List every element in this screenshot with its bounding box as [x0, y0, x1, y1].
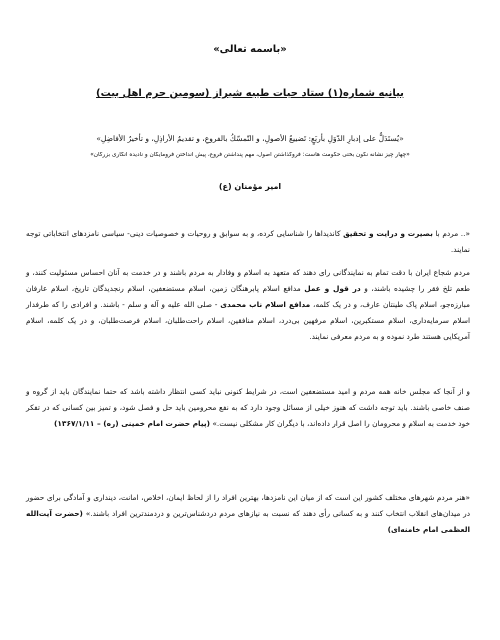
bold-phrase: در قول و عمل [304, 284, 361, 293]
persian-translation: «چهار چیز نشانه نگون بختی حکومت هاست: فروگذاشتن اصول، مهم پنداشتن فروع، پیش انداختن فرومایگان و نادیده انگاری بزرگان» [90, 152, 410, 158]
paragraph-text: و از آنجا که مجلس خانه همه مردم و امید مستضعفین است، در شرایط کنونی نباید کسی انتظار داشته باشد که حتما نمایندگان باید از گروه و صنف خاصی باشند. باید توجه داشت که هنوز خیلی از مسائل وجود دارد که به نفع محرومین باید حل و فصل شود، و تمیز بین کسانی که در تفکر خود خدمت به اسلام و محرومان را اصل قرار داده‌اند، با دیگران کار مشکلی نیست.» [26, 387, 470, 428]
bold-phrase: بصیرت و درایت و تحقیق [343, 229, 433, 238]
bold-phrase: مدافع اسلام ناب محمدی [220, 300, 311, 309]
paragraph-text: «هنر مردم شهرهای مختلف کشور این است که از میان این نامزدها، بهترین افراد را از لحاظ ایمان، اخلاص، امانت، دینداری و آمادگی برای حضور در میدان‌های انقلاب انتخاب کنند و به کسانی رأی دهند که نسبت به نیازهای مردم دردشناس‌ترین و دردمندترین افراد باشند.» [26, 493, 470, 518]
paragraph-text: مردم شجاع ایران با دقت تمام به نمایندگانی رای دهند که متعهد به اسلام و وفادار به مردم باشند و در خدمت به آنان احساس مسئولیت کنند، و طعم تلخ فقر را چشیده باشند، و [26, 268, 470, 293]
paragraph-text: کاندیداها را شناسایی کرده، و به سوابق و روحیات و خصوصیات دینی- سیاسی نامزدهای انتخاباتی توجه نمایند. [26, 229, 470, 254]
quote-author: امیر مؤمنان (ع) [218, 182, 282, 191]
arabic-quote: «يُستَدَلُّ علی إدبارِ الدّوَلِ بأربَعٍ: تَضييعُ الأصولِ، و التّمسّكُ بالفروعِ، و تقديمُ الأراذِلِ، و تأخيرُ الأفاضِلِ» [96, 134, 404, 143]
citation: (پیام حضرت امام خمینی (ره) – ۱۳۶۷/۱/۱۱) [54, 419, 211, 428]
basmala-heading: «باسمه تعالی» [213, 44, 287, 55]
paragraph-text: - صلی الله علیه و آله و سلم - باشند. و افرادی را که طرفدار اسلام سرمایه‌داری، اسلام مستکبرین، اسلام مرفهین بی‌درد، اسلام منافقین، اسلام راحت‌طلبان، اسلام فرصت‌طلبان، و در یک کلمه، اسلام آمریکایی هستند طرد نموده و به مردم معرفی نمایند. [26, 300, 470, 341]
citation: (حضرت آیت‌الله العظمی امام خامنه‌ای) [26, 509, 470, 534]
paragraph-3 [26, 384, 470, 432]
paragraph-text: مدافع اسلام پابرهنگان زمین، اسلام مستضعفین، اسلام رنجدیدگان تاریخ، اسلام عارفان مبارزه‌جو، اسلام پاک طینتان عارف، و در یک کلمه، [26, 284, 470, 309]
paragraph-text: «.. مردم با [432, 229, 471, 238]
paragraph-2 [26, 265, 470, 345]
paragraph-4 [26, 490, 470, 538]
statement-title: بیانیه شماره(۱) ستاد حیات طیبه شیراز (سومین حرم اهل بیت) [96, 88, 404, 99]
paragraph-1 [26, 226, 470, 258]
